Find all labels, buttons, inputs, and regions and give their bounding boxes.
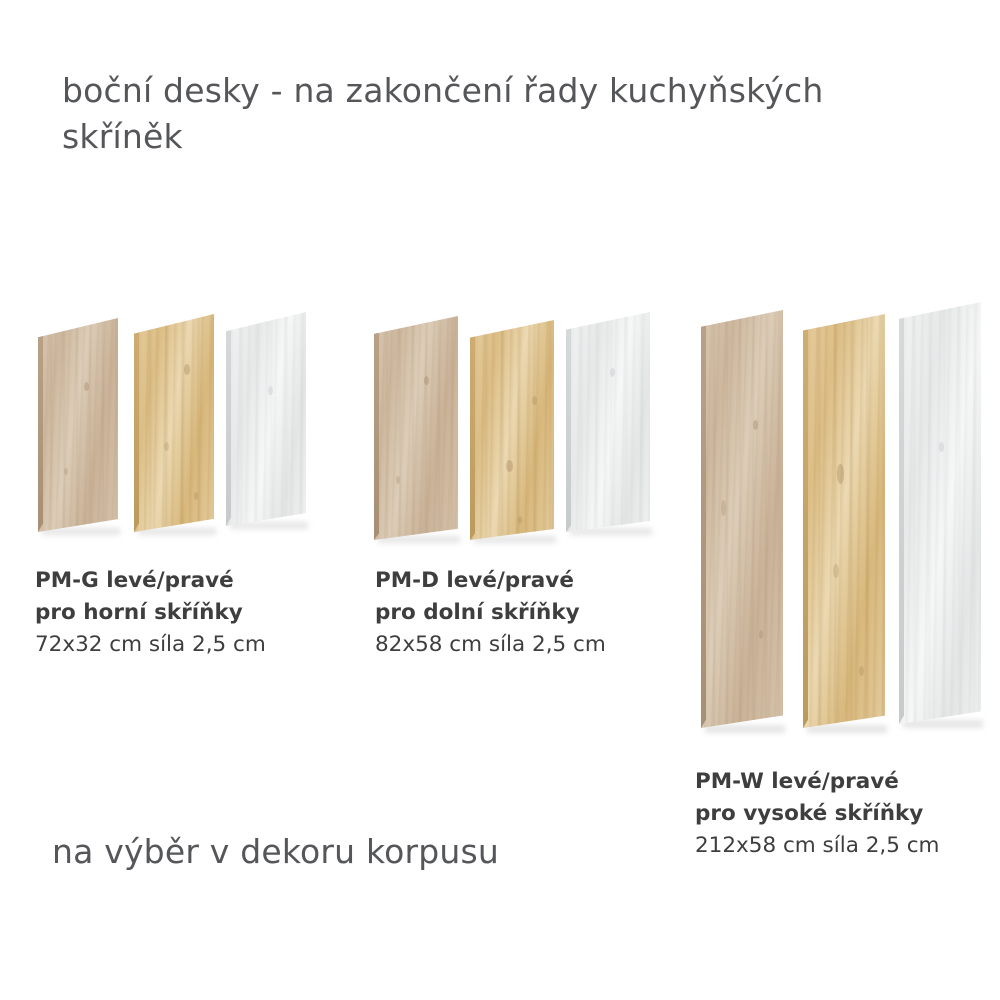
wood-knot-icon [164,442,169,451]
panel-shadow [705,725,785,733]
wood-knot-icon [939,442,944,452]
panel-shadow [807,725,887,733]
wood-knot-icon [721,500,726,516]
panel-white [899,302,981,724]
wood-knot-icon [184,364,190,375]
panel-edge [470,320,475,540]
wood-knot-icon [396,476,400,484]
panel-edge [38,318,43,532]
panel-set-pm-w [695,288,985,748]
caption-pm-g [35,565,266,660]
caption-line-1: PM-D levé/pravé [375,568,574,593]
panel-set-pm-d [370,296,650,546]
panel-edge [566,312,571,532]
wood-knot-icon [759,630,763,639]
caption-line-3: 212x58 cm síla 2,5 cm [695,832,940,858]
panel-sonoma [374,316,458,540]
panel-white [566,312,650,532]
caption-line-3: 82x58 cm síla 2,5 cm [375,631,606,657]
panel-artisan [803,314,885,728]
panel-sonoma [38,318,118,532]
wood-knot-icon [859,666,864,676]
wood-knot-icon [753,420,758,430]
page-title: boční desky - na zakončení řady kuchyňských skříněk [62,71,824,156]
panel-edge [134,314,139,532]
wood-knot-icon [424,376,429,385]
wood-knot-icon [506,460,513,472]
decor-note: na výběr v dekoru korpusu [52,832,500,871]
panel-edge [701,310,706,728]
product-group-pm-g [30,300,310,657]
panel-edge [803,314,808,728]
product-group-pm-d [370,296,650,657]
panel-edge [374,316,379,540]
wood-knot-icon [84,382,89,391]
wood-knot-icon [610,368,615,377]
caption-line-2: pro horní skříňky [35,599,243,625]
wood-knot-icon [194,492,198,500]
caption-pm-w [695,766,940,861]
wood-knot-icon [833,564,839,578]
wood-knot-icon [518,516,522,524]
wood-knot-icon [64,468,68,475]
wood-knot-icon [532,396,537,405]
wood-knot-icon [837,464,844,484]
panel-artisan [134,314,214,532]
caption-line-1: PM-G levé/pravé [35,568,234,593]
caption-line-3: 72x32 cm síla 2,5 cm [35,631,266,657]
wood-knot-icon [268,386,273,395]
product-group-pm-w [695,288,985,858]
panel-white [226,312,306,526]
panel-edge [899,302,904,724]
panel-set-pm-g [30,300,310,550]
caption-line-2: pro vysoké skříňky [695,800,924,826]
panel-sonoma [701,310,783,728]
panel-edge [226,312,231,526]
caption-pm-d [375,565,606,660]
panel-artisan [470,320,554,540]
caption-line-1: PM-W levé/pravé [695,769,899,794]
caption-line-2: pro dolní skříňky [375,599,580,625]
